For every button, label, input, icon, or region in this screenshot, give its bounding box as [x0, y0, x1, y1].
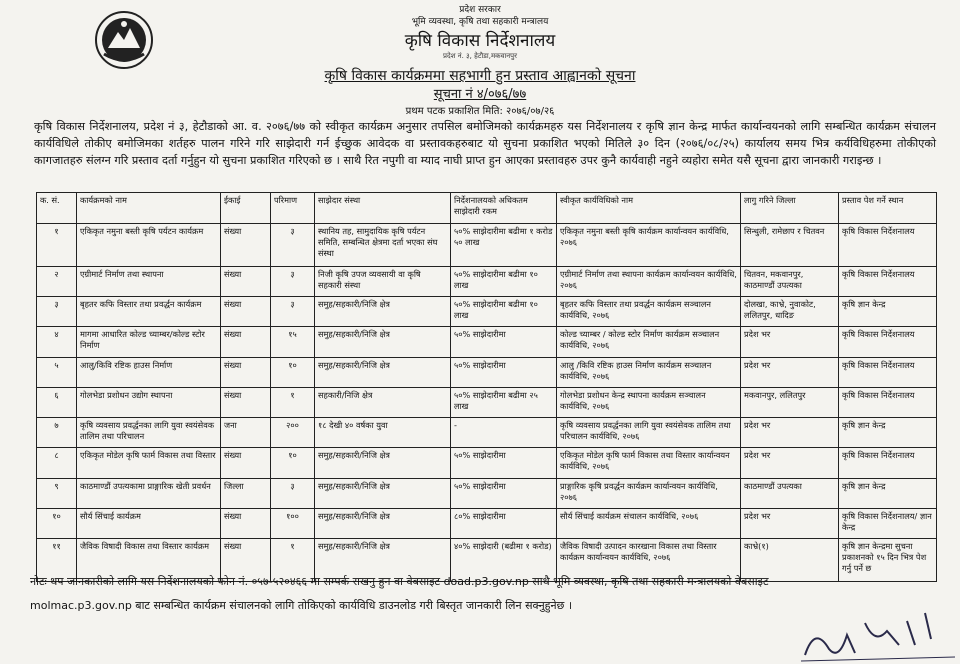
- max-share-cell: ८०% साझेदारीमा: [451, 509, 557, 539]
- procedure-cell: बृहतर कफि विस्तार तथा प्रवर्द्धन कार्यक्रम सञ्चालन कार्यविधि, २०७६: [557, 296, 741, 326]
- partner-cell: समुह/सहकारी/निजि क्षेत्र: [315, 296, 451, 326]
- serial-cell: ८: [37, 448, 77, 478]
- submission-place-cell: कृषि ज्ञान केन्द्र: [839, 418, 937, 448]
- procedure-cell: कोल्ड च्याम्बर / कोल्ड स्टोर निर्माण कार्यक्रम सञ्चालन कार्यविधि, २०७६: [557, 327, 741, 357]
- unit-cell: संख्या: [221, 539, 271, 582]
- submission-place-cell: कृषि ज्ञान केन्द्र: [839, 296, 937, 326]
- serial-cell: ७: [37, 418, 77, 448]
- column-header: ईकाई: [221, 193, 271, 224]
- quantity-cell: १०: [271, 448, 315, 478]
- column-header: लागु गरिने जिल्ला: [741, 193, 839, 224]
- unit-cell: जिल्ला: [221, 478, 271, 508]
- column-header: परिमाण: [271, 193, 315, 224]
- procedure-cell: गोलभेडा प्रशोधन केन्द्र स्थापना कार्यक्रम सञ्चालन कार्यविधि, २०७६: [557, 387, 741, 417]
- unit-cell: संख्या: [221, 266, 271, 296]
- serial-cell: ५: [37, 357, 77, 387]
- table-row: [37, 327, 937, 357]
- procedure-cell: प्राङ्गारिक कृषि प्रवर्द्धन कार्यक्रम कार्यान्वयन कार्यविधि, २०७६: [557, 478, 741, 508]
- notice-number: सूचना नं ४/०७६/७७: [433, 87, 527, 102]
- partner-cell: स्थानिय तह, सामुदायिक कृषि पर्यटन समिति, सम्बन्धित क्षेत्रमा दर्ता भएका संघ संस्था: [315, 224, 451, 267]
- column-header: साझेदार संस्था: [315, 193, 451, 224]
- program-name-cell: काठमाण्डौं उपत्यकामा प्राङ्गारिक खेती प्रवर्धन: [77, 478, 221, 508]
- procedure-cell: आलु /किवि रष्टिक हाउस निर्माण कार्यक्रम सञ्चालन कार्यविधि, २०७६: [557, 357, 741, 387]
- table-header-row: [37, 193, 937, 224]
- column-header: प्रस्ताव पेश गर्ने स्थान: [839, 193, 937, 224]
- program-name-cell: आलु/किवि रष्टिक हाउस निर्माण: [77, 357, 221, 387]
- submission-place-cell: कृषि विकास निर्देशनालय: [839, 357, 937, 387]
- submission-place-cell: कृषि ज्ञान केन्द्रमा सुचना प्रकाशनको १५ दिन भित्र पेश गर्नु पर्ने छ: [839, 539, 937, 582]
- district-cell: सिन्धुली, रामेछाप र चितवन: [741, 224, 839, 267]
- table-row: [37, 387, 937, 417]
- serial-cell: ३: [37, 296, 77, 326]
- serial-cell: ९: [37, 478, 77, 508]
- unit-cell: जना: [221, 418, 271, 448]
- table-row: [37, 509, 937, 539]
- partner-cell: सहकारी/निजि क्षेत्र: [315, 387, 451, 417]
- handwritten-signature: [795, 605, 960, 664]
- submission-place-cell: कृषि विकास निर्देशनालय: [839, 448, 937, 478]
- partner-cell: समुह/सहकारी/निजि क्षेत्र: [315, 478, 451, 508]
- district-cell: प्रदेश भर: [741, 327, 839, 357]
- table-row: [37, 266, 937, 296]
- district-cell: प्रदेश भर: [741, 418, 839, 448]
- submission-place-cell: कृषि विकास निर्देशनालय: [839, 327, 937, 357]
- max-share-cell: -: [451, 418, 557, 448]
- district-cell: दोलखा, काभ्रे, नुवाकोट, ललितपुर, धादिङ: [741, 296, 839, 326]
- max-share-cell: ५०% साझेदारीमा: [451, 478, 557, 508]
- office-name: कृषि विकास निर्देशनालय: [404, 31, 556, 51]
- district-cell: प्रदेश भर: [741, 448, 839, 478]
- program-name-cell: सौर्य सिंचाई कार्यक्रम: [77, 509, 221, 539]
- quantity-cell: १०: [271, 357, 315, 387]
- provincial-government-line: प्रदेश सरकार: [459, 5, 501, 15]
- max-share-cell: ५०% साझेदारीमा: [451, 327, 557, 357]
- quantity-cell: २००: [271, 418, 315, 448]
- submission-place-cell: कृषि विकास निर्देशनालय: [839, 224, 937, 267]
- procedure-cell: सौर्य सिंचाई कार्यक्रम संचालन कार्यविधि, २०७६: [557, 509, 741, 539]
- serial-cell: १०: [37, 509, 77, 539]
- procedure-cell: एग्रीमार्ट निर्माण तथा स्थापना कार्यक्रम कार्यान्वयन कार्यविधि, २०७६: [557, 266, 741, 296]
- max-share-cell: ५०% साझेदारीमा बढीमा १ करोड ५० लाख: [451, 224, 557, 267]
- footer-note-line1: नोटः थप जानकारीको लागि यस निर्देशनालयको फोन नं. ०५७-५२०४६६ मा सम्पर्क राखनु हुन वा वेबसाइट doad.p3.gov.np साथै भूमि व्यवस्था, कृषि तथा सहकारी मन्त्रालयको वेबसाइट: [30, 575, 769, 588]
- unit-cell: संख्या: [221, 448, 271, 478]
- submission-place-cell: कृषि विकास निर्देशनालय/ ज्ञान केन्द्र: [839, 509, 937, 539]
- column-header: स्वीकृत कार्यविधिको नाम: [557, 193, 741, 224]
- district-cell: काभ्रे(१): [741, 539, 839, 582]
- unit-cell: संख्या: [221, 296, 271, 326]
- program-name-cell: एग्रीमार्ट निर्माण तथा स्थापना: [77, 266, 221, 296]
- max-share-cell: ५०% साझेदारीमा: [451, 448, 557, 478]
- column-header: क. सं.: [37, 193, 77, 224]
- submission-place-cell: कृषि विकास निर्देशनालय: [839, 387, 937, 417]
- table-row: [37, 478, 937, 508]
- unit-cell: संख्या: [221, 509, 271, 539]
- first-published-date: प्रथम पटक प्रकाशित मिति: २०७६/०७/२६: [405, 106, 555, 117]
- quantity-cell: ३: [271, 478, 315, 508]
- serial-cell: ४: [37, 327, 77, 357]
- program-name-cell: कृषि व्यवसाय प्रवर्द्धनका लागि युवा स्वयंसेवक तालिम तथा परिचालन: [77, 418, 221, 448]
- procedure-cell: जैविक विषादी उत्पादन कारखाना विकास तथा विस्तार कार्यक्रम कार्यान्वयन कार्यविधि, २०७६: [557, 539, 741, 582]
- notice-title: कृषि विकास कार्यक्रममा सहभागी हुन प्रस्ताव आह्वानको सूचना: [324, 68, 636, 84]
- partner-cell: १८ देखी ४० वर्षका युवा: [315, 418, 451, 448]
- submission-place-cell: कृषि ज्ञान केन्द्र: [839, 478, 937, 508]
- district-cell: चितवन, मकवानपुर, काठमाण्डौं उपत्यका: [741, 266, 839, 296]
- table-row: [37, 448, 937, 478]
- program-name-cell: एकिकृत मोडेल कृषि फार्म विकास तथा विस्तार: [77, 448, 221, 478]
- quantity-cell: ३: [271, 266, 315, 296]
- max-share-cell: ४०% साझेदारी (बढीमा १ करोड): [451, 539, 557, 582]
- notice-paragraph: कृषि विकास निर्देशनालय, प्रदेश नं ३, हेटौडाको आ. व. २०७६/७७ को स्वीकृत कार्यक्रम अनुसार तपसिल बमोजिमको कार्यक्रमहरु यस निर्देशनालय र कृषि ज्ञान केन्द्र मार्फत कार्यान्वयनको लागि सम्बन्धित कार्यक्रम संचालन कार्यविधिले तोकीए बमोजिमका शर्तहरु पालन गरिने गरि साझेदारी गर्न ईच्छुक आवेदक वा प्रस्तावकहरुबाट यो सुचना प्रकाशित भएको मितिले ३० दिन (२०७६/०८/२५) कार्यालय समय भित्र कर्यविधिहरुमा तोकीएको कागजातहरु संलग्न गरि प्रस्ताव दर्ता गर्नुहुन यो सुचना प्रकाशित गरिएको छ । साथै रित नपुगी वा म्याद नाघी प्राप्त हुन आएका प्रस्तावहरु उपर कुनै कार्यवाही नहुने व्यहोरा समेत यसै सूचना द्वारा जानकारी गराइन्छ ।: [34, 120, 936, 167]
- partner-cell: समुह/सहकारी/निजि क्षेत्र: [315, 357, 451, 387]
- partner-cell: समुह/सहकारी/निजि क्षेत्र: [315, 327, 451, 357]
- quantity-cell: १: [271, 539, 315, 582]
- quantity-cell: १००: [271, 509, 315, 539]
- serial-cell: १: [37, 224, 77, 267]
- district-cell: प्रदेश भर: [741, 509, 839, 539]
- district-cell: काठमाण्डौं उपत्यका: [741, 478, 839, 508]
- quantity-cell: १: [271, 387, 315, 417]
- table-row: [37, 296, 937, 326]
- table-row: [37, 357, 937, 387]
- column-header: कार्यक्रमको नाम: [77, 193, 221, 224]
- program-name-cell: मागमा आधारित कोल्ड च्याम्बर/कोल्ड स्टोर निर्माण: [77, 327, 221, 357]
- program-name-cell: बृहतर कफि विस्तार तथा प्रवर्द्धन कार्यक्रम: [77, 296, 221, 326]
- program-name-cell: गोलभेडा प्रशोधन उद्योग स्थापना: [77, 387, 221, 417]
- max-share-cell: ५०% साझेदारीमा बढीमा १० लाख: [451, 296, 557, 326]
- partner-cell: समुह/सहकारी/निजि क्षेत्र: [315, 539, 451, 582]
- column-header: निर्देशनालयको अधिकतम साझेदारी रकम: [451, 193, 557, 224]
- footer-note-line2: molmac.p3.gov.np बाट सम्बन्धित कार्यक्रम संचालनको लागि तोकिएको कार्यविधि डाउनलोड गरी बिस्तृत जानकारी लिन सक्नुहुनेछ ।: [30, 599, 572, 612]
- quantity-cell: ३: [271, 224, 315, 267]
- unit-cell: संख्या: [221, 224, 271, 267]
- partner-cell: समुह/सहकारी/निजि क्षेत्र: [315, 509, 451, 539]
- max-share-cell: ५०% साझेदारीमा: [451, 357, 557, 387]
- submission-place-cell: कृषि विकास निर्देशनालय: [839, 266, 937, 296]
- partner-cell: समुह/सहकारी/निजि क्षेत्र: [315, 448, 451, 478]
- max-share-cell: ५०% साझेदारीमा बढीमा २५ लाख: [451, 387, 557, 417]
- procedure-cell: कृषि व्यवसाय प्रवर्द्धनका लागि युवा स्वयंसेवक तालिम तथा परिचालन कार्यविधि, २०७६: [557, 418, 741, 448]
- office-address: प्रदेश नं. ३, हेटौडा,मकवानपुर: [443, 52, 517, 60]
- partner-cell: निजी कृषि उपज व्यवसायी वा कृषि सहकारी संस्था: [315, 266, 451, 296]
- unit-cell: संख्या: [221, 387, 271, 417]
- serial-cell: ६: [37, 387, 77, 417]
- table-row: [37, 224, 937, 267]
- program-table: [36, 192, 937, 582]
- serial-cell: २: [37, 266, 77, 296]
- district-cell: मकवानपुर, ललितपुर: [741, 387, 839, 417]
- program-name-cell: जैविक विषादी विकास तथा विस्तार कार्यक्रम: [77, 539, 221, 582]
- procedure-cell: एकिकृत नमुना बस्ती कृषि कार्यक्रम कार्यान्वयन कार्यविधि, २०७६: [557, 224, 741, 267]
- table-row: [37, 418, 937, 448]
- max-share-cell: ५०% साझेदारीमा बढीमा १० लाख: [451, 266, 557, 296]
- serial-cell: ११: [37, 539, 77, 582]
- unit-cell: संख्या: [221, 327, 271, 357]
- district-cell: प्रदेश भर: [741, 357, 839, 387]
- ministry-name: भूमि व्यवस्था, कृषि तथा सहकारी मन्त्रालय: [411, 17, 549, 27]
- quantity-cell: ३: [271, 296, 315, 326]
- program-name-cell: एकिकृत नमुना बस्ती कृषि पर्यटन कार्यक्रम: [77, 224, 221, 267]
- quantity-cell: १५: [271, 327, 315, 357]
- procedure-cell: एकिकृत मोडेल कृषि फार्म विकास तथा विस्तार कार्यान्वयन कार्यविधि, २०७६: [557, 448, 741, 478]
- unit-cell: संख्या: [221, 357, 271, 387]
